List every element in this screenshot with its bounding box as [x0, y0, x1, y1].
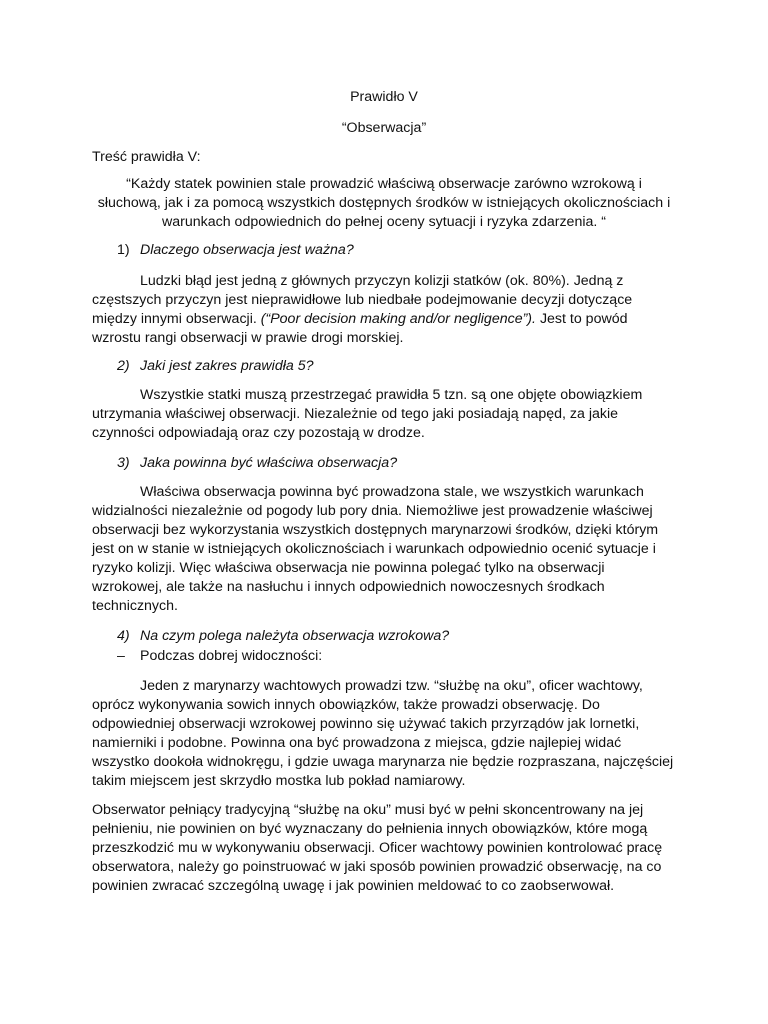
question-number: 2) [117, 358, 130, 374]
question-heading: Dlaczego obserwacja jest ważna? [140, 242, 354, 258]
paragraph-line: pełnieniu, nie powinien on być wyznaczany do pełnienia innych obowiązków, które mogą [92, 821, 648, 837]
paragraph-text: Jest to powód [539, 311, 628, 327]
paragraph-line: wszystko dookoła widnokręgu, i gdzie uwaga marynarza nie będzie rozpraszana, najczęściej [92, 754, 674, 770]
rule-text-line: słuchową, jak i za pomocą wszystkich dostępnych środków w istniejących okolicznościach i [97, 195, 671, 211]
paragraph-line: Ludzki błąd jest jedną z głównych przyczyn kolizji statków (ok. 80%). Jedną z [140, 273, 624, 289]
paragraph-line: Właściwa obserwacja powinna być prowadzona stale, we wszystkich warunkach [140, 484, 644, 500]
paragraph-line: oprócz wykonywania sowich innych obowiązków, także prowadzi obserwację. Do [92, 697, 600, 713]
paragraph-line [92, 310, 627, 329]
paragraph-line: takim miejscem jest skrzydło mostka lub pokład namiarowy. [92, 773, 466, 789]
question-heading: Jaki jest zakres prawidła 5? [140, 358, 314, 374]
list-dash: – [117, 648, 125, 664]
paragraph-line: czynności odpowiadają oraz czy pozostają w drodze. [92, 425, 425, 441]
english-quote: (“Poor decision making and/or negligence”). [260, 311, 536, 327]
paragraph-line: utrzymania właściwej obserwacji. Niezależnie od tego jaki posiadają napęd, za jakie [92, 406, 619, 422]
paragraph-line: wzrokowej, ale także na nasłuchu i innych odpowiednich nowoczesnych środkach [92, 579, 605, 595]
paragraph-line: obserwacji bez wykorzystania wszystkich dostępnych marynarzowi środków, dzięki którym [92, 522, 659, 538]
paragraph-line: ryzyko kolizji. Więc właściwa obserwacja nie powinna polegać tylko na obserwacji [92, 560, 605, 576]
paragraph-line: wzrostu rangi obserwacji w prawie drogi morskiej. [92, 330, 404, 346]
rule-label: Treść prawidła V: [92, 149, 201, 165]
paragraph-line: częstszych przyczyn jest nieprawidłowe lub niedbałe podejmowanie decyzji dotyczące [92, 292, 633, 308]
paragraph-line: jest on w stanie w istniejących okolicznościach i warunkach odpowiednio ocenić sytuacje i [92, 541, 656, 557]
paragraph-line: technicznych. [92, 598, 178, 614]
question-number: 3) [117, 455, 130, 471]
paragraph-line: Wszystkie statki muszą przestrzegać prawidła 5 tzn. są one objęte obowiązkiem [140, 387, 643, 403]
paragraph-text: między innymi obserwacji. [92, 311, 257, 327]
paragraph-line: Jeden z marynarzy wachtowych prowadzi tzw. “służbę na oku”, oficer wachtowy, [140, 678, 643, 694]
paragraph-line: Obserwator pełniący tradycyjną “służbę na oku” musi być w pełni skoncentrowany na jej [92, 802, 644, 818]
page-title: Prawidło V [350, 89, 418, 105]
paragraph-line: obserwatora, należy go poinstruować w jaki sposób powinien prowadzić obserwację, na co [92, 859, 662, 875]
rule-text-line: “Każdy statek powinien stale prowadzić właściwą obserwacje zarówno wzrokową i [126, 176, 642, 192]
question-heading: Jaka powinna być właściwa obserwacja? [140, 455, 398, 471]
rule-text-line: warunkach odpowiednich do pełnej oceny sytuacji i ryzyka zdarzenia. “ [162, 214, 606, 230]
question-heading: Na czym polega należyta obserwacja wzrokowa? [140, 628, 450, 644]
question-number: 4) [117, 628, 130, 644]
paragraph-line: przeszkodzić mu w wykonywaniu obserwacji. Oficer wachtowy powinien kontrolować pracę [92, 840, 663, 856]
paragraph-line: widzialności niezależnie od pogody lub pory dnia. Niemożliwe jest prowadzenie właściwej [92, 503, 653, 519]
subheading: Podczas dobrej widoczności: [140, 648, 323, 664]
paragraph-line: odpowiedniej obserwacji wzrokowej powinno się używać takich przyrządów jak lornetki, [92, 716, 640, 732]
paragraph-line: powinien zwracać szczególną uwagę i jak powinien meldować to co zaobserwował. [92, 878, 615, 894]
question-number: 1) [117, 242, 130, 258]
paragraph-line: namierniki i podobne. Powinna ona być prowadzona z miejsca, gdzie najlepiej widać [92, 735, 622, 751]
page-subtitle: “Obserwacja” [341, 120, 427, 136]
